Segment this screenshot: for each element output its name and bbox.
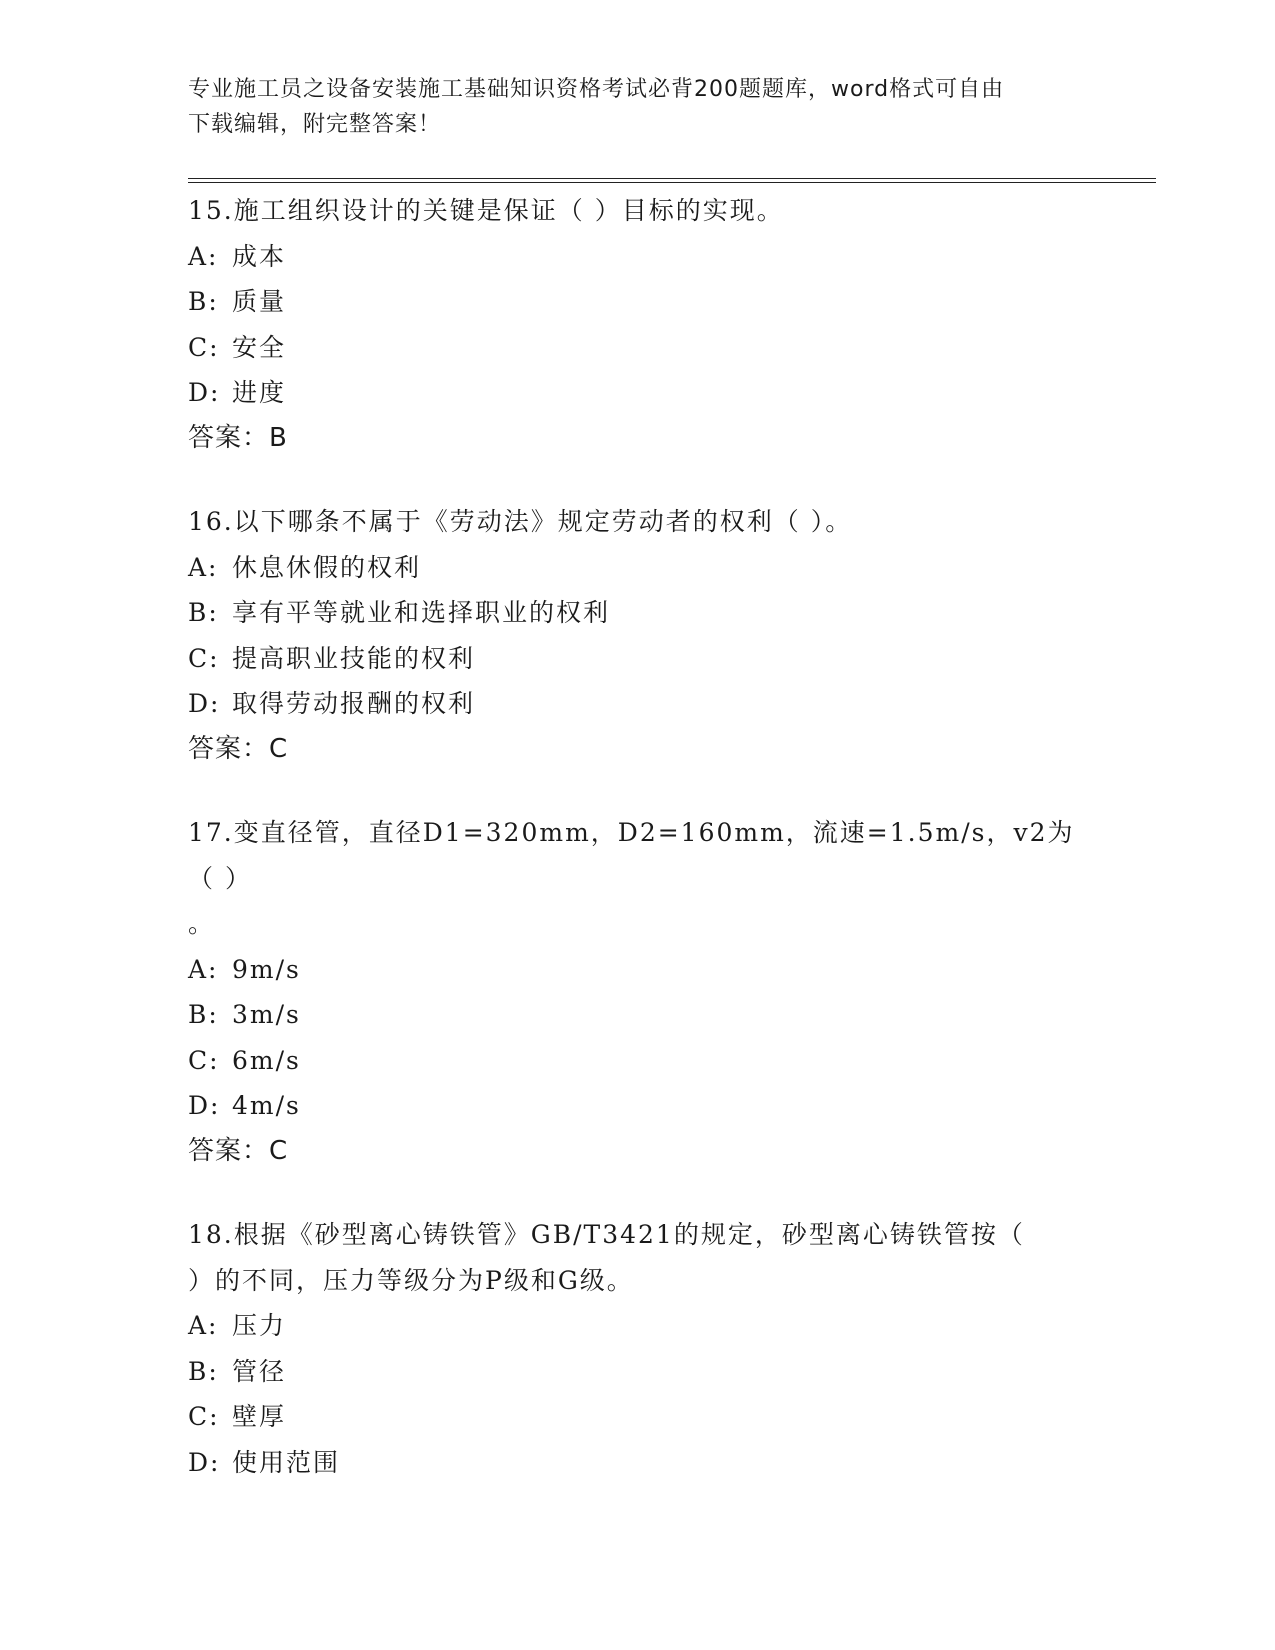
option-c — [188, 325, 1088, 371]
option-a — [188, 947, 1088, 993]
option-d — [188, 1083, 1088, 1129]
option-text: 质量 — [232, 287, 287, 316]
answer-line: 答案：C — [188, 1135, 289, 1166]
question-17 — [188, 810, 1088, 1174]
option-text: 压力 — [232, 1311, 287, 1340]
option-text: 安全 — [232, 332, 287, 362]
option-key: D: — [188, 1447, 221, 1477]
option-key: B: — [188, 287, 219, 316]
question-stem: 17.变直径管，直径D1=320mm，D2=160mm，流速=1.5m/s，v2为（ ） — [188, 818, 1075, 893]
option-text: 9m/s — [232, 954, 301, 984]
answer-line: 答案：C — [188, 733, 289, 764]
option-c — [188, 636, 1088, 682]
question-stem: 15.施工组织设计的关键是保证（ ）目标的实现。 — [188, 196, 784, 225]
option-b — [188, 279, 1088, 325]
question-18 — [188, 1212, 1088, 1485]
option-key: C: — [188, 1045, 220, 1075]
option-text: 3m/s — [232, 1000, 301, 1029]
option-key: B: — [188, 1000, 219, 1029]
question-15 — [188, 188, 1088, 461]
option-key: A: — [188, 954, 219, 984]
option-text: 管径 — [232, 1356, 287, 1386]
option-key: C: — [188, 1402, 220, 1431]
header-line-1: 专业施工员之设备安装施工基础知识资格考试必背200题题库，word格式可自由 — [188, 77, 1005, 102]
option-text: 6m/s — [232, 1045, 301, 1075]
option-c — [188, 1394, 1088, 1440]
option-b — [188, 590, 1088, 636]
option-a — [188, 545, 1088, 591]
question-stem: 18.根据《砂型离心铸铁管》GB/T3421的规定，砂型离心铸铁管按（ — [188, 1220, 1025, 1249]
option-text: 取得劳动报酬的权利 — [232, 689, 476, 718]
option-key: B: — [188, 1356, 219, 1386]
header-divider-bottom — [188, 182, 1156, 183]
option-key: B: — [188, 598, 219, 627]
question-16 — [188, 499, 1088, 772]
option-text: 使用范围 — [232, 1447, 341, 1477]
header-line-2: 下载编辑，附完整答案！ — [188, 112, 442, 137]
option-key: A: — [188, 552, 219, 582]
option-a — [188, 234, 1088, 280]
option-text: 享有平等就业和选择职业的权利 — [232, 598, 611, 627]
option-text: 壁厚 — [232, 1402, 287, 1431]
option-c — [188, 1038, 1088, 1084]
option-text: 成本 — [232, 241, 287, 271]
question-list — [188, 188, 1088, 1523]
document-header — [188, 72, 1088, 142]
option-key: A: — [188, 1311, 219, 1340]
answer-line: 答案：B — [188, 422, 288, 453]
option-key: C: — [188, 643, 220, 673]
option-b — [188, 1349, 1088, 1395]
option-key: D: — [188, 378, 221, 407]
header-divider-top — [188, 178, 1156, 179]
question-stem-continued: 。 — [188, 909, 216, 938]
option-text: 进度 — [232, 378, 287, 407]
question-stem: 16.以下哪条不属于《劳动法》规定劳动者的权利（ ）。 — [188, 507, 853, 536]
option-key: D: — [188, 1091, 221, 1120]
option-key: C: — [188, 332, 220, 362]
option-a — [188, 1303, 1088, 1349]
option-text: 提高职业技能的权利 — [232, 643, 476, 673]
option-b — [188, 992, 1088, 1038]
option-key: D: — [188, 689, 221, 718]
option-text: 4m/s — [232, 1091, 301, 1120]
question-stem-continued: ）的不同，压力等级分为P级和G级。 — [188, 1265, 634, 1295]
option-key: A: — [188, 241, 219, 271]
option-d — [188, 370, 1088, 416]
option-d — [188, 1440, 1088, 1486]
option-text: 休息休假的权利 — [232, 552, 422, 582]
option-d — [188, 681, 1088, 727]
